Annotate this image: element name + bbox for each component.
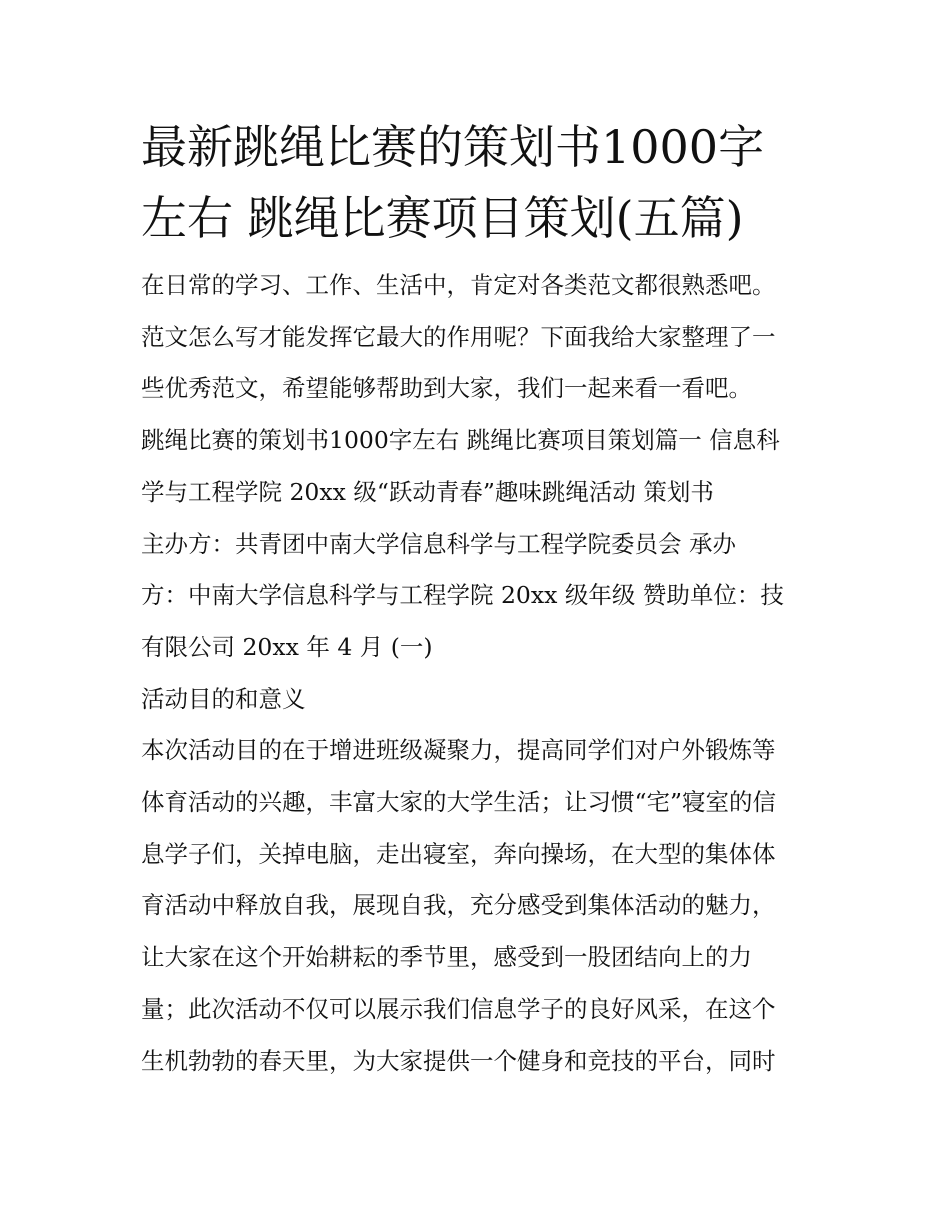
- document-body: [141, 260, 821, 1087]
- body-line: 些优秀范文，希望能够帮助到大家，我们一起来看一看吧。: [141, 374, 752, 403]
- body-line: 本次活动目的在于增进班级凝聚力，提高同学们对户外锻炼等: [141, 736, 776, 765]
- body-line: 有限公司 20xx 年 4 月 (一): [141, 632, 433, 661]
- body-line: 方：中南大学信息科学与工程学院 20xx 级年级 赞助单位：技: [141, 581, 784, 610]
- body-line: 跳绳比赛的策划书1000字左右 跳绳比赛项目策划篇一 信息科: [141, 426, 780, 455]
- body-line: 息学子们，关掉电脑，走出寝室，奔向操场，在大型的集体体: [141, 839, 776, 868]
- body-line: 让大家在这个开始耕耘的季节里，感受到一股团结向上的力: [141, 943, 752, 972]
- body-line: 体育活动的兴趣，丰富大家的大学生活；让习惯“宅”寝室的信: [141, 788, 777, 817]
- document-content: [141, 112, 821, 1087]
- body-line: 量；此次活动不仅可以展示我们信息学子的良好风采，在这个: [141, 994, 776, 1023]
- section-heading: 活动目的和意义: [141, 684, 306, 713]
- body-line: 生机勃勃的春天里，为大家提供一个健身和竞技的平台，同时: [141, 1046, 776, 1075]
- body-line: 在日常的学习、工作、生活中，肯定对各类范文都很熟悉吧。: [141, 271, 776, 299]
- title-line: 左右 跳绳比赛项目策划(五篇): [141, 191, 744, 245]
- body-line: 育活动中释放自我，展现自我，充分感受到集体活动的魅力，: [141, 891, 776, 920]
- title-line: 最新跳绳比赛的策划书1000字: [141, 120, 765, 174]
- body-line: 范文怎么写才能发挥它最大的作用呢？下面我给大家整理了一: [141, 322, 776, 351]
- body-line: 主办方：共青团中南大学信息科学与工程学院委员会 承办: [141, 529, 736, 558]
- body-line: 学与工程学院 20xx 级“跃动青春”趣味跳绳活动 策划书: [141, 477, 714, 506]
- document-title: [141, 112, 821, 254]
